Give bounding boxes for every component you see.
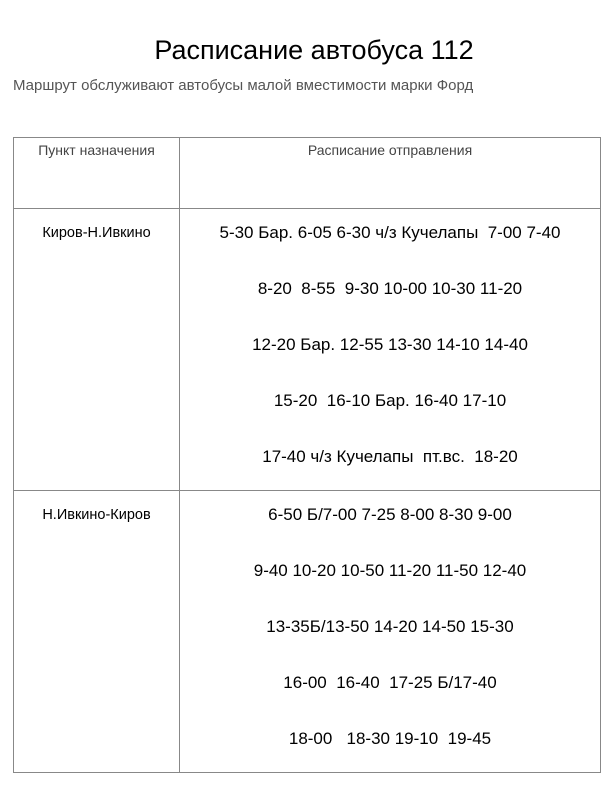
header-schedule [180,138,601,209]
page-title: Расписание автобуса 112 [154,35,474,65]
times-line: 6-50 Б/7-00 7-25 8-00 8-30 9-00 [268,505,512,524]
times-line: 16-00 16-40 17-25 Б/17-40 [283,673,497,692]
page-subtitle: Маршрут обслуживают автобусы малой вместимости марки Форд [13,77,474,94]
destination-cell [14,209,180,491]
times-line: 13-35Б/13-50 14-20 14-50 15-30 [266,617,514,636]
destination-label: Киров-Н.Ивкино [42,225,151,241]
times-line: 18-00 18-30 19-10 19-45 [288,729,492,748]
times-cell [180,491,601,773]
times-line: 12-20 Бар. 12-55 13-30 14-10 14-40 [252,335,528,354]
times-cell [180,209,601,491]
destination-cell [14,491,180,773]
times-line: 5-30 Бар. 6-05 6-30 ч/з Кучелапы 7-00 7-40 [219,223,561,242]
times-line: 15-20 16-10 Бар. 16-40 17-10 [273,391,507,410]
times-line: 17-40 ч/з Кучелапы пт.вс. 18-20 [262,447,518,466]
table-row [14,209,601,491]
header-destination-label: Пункт назначения [38,142,155,158]
times-list [180,209,600,467]
schedule-table [13,137,601,773]
times-list [180,491,600,749]
header-schedule-label: Расписание отправления [307,142,473,158]
header-destination [14,138,180,209]
table-row [14,491,601,773]
times-line: 9-40 10-20 10-50 11-20 11-50 12-40 [253,561,527,580]
destination-label: Н.Ивкино-Киров [42,507,151,523]
table-header-row [14,138,601,209]
times-line: 8-20 8-55 9-30 10-00 10-30 11-20 [257,279,523,298]
